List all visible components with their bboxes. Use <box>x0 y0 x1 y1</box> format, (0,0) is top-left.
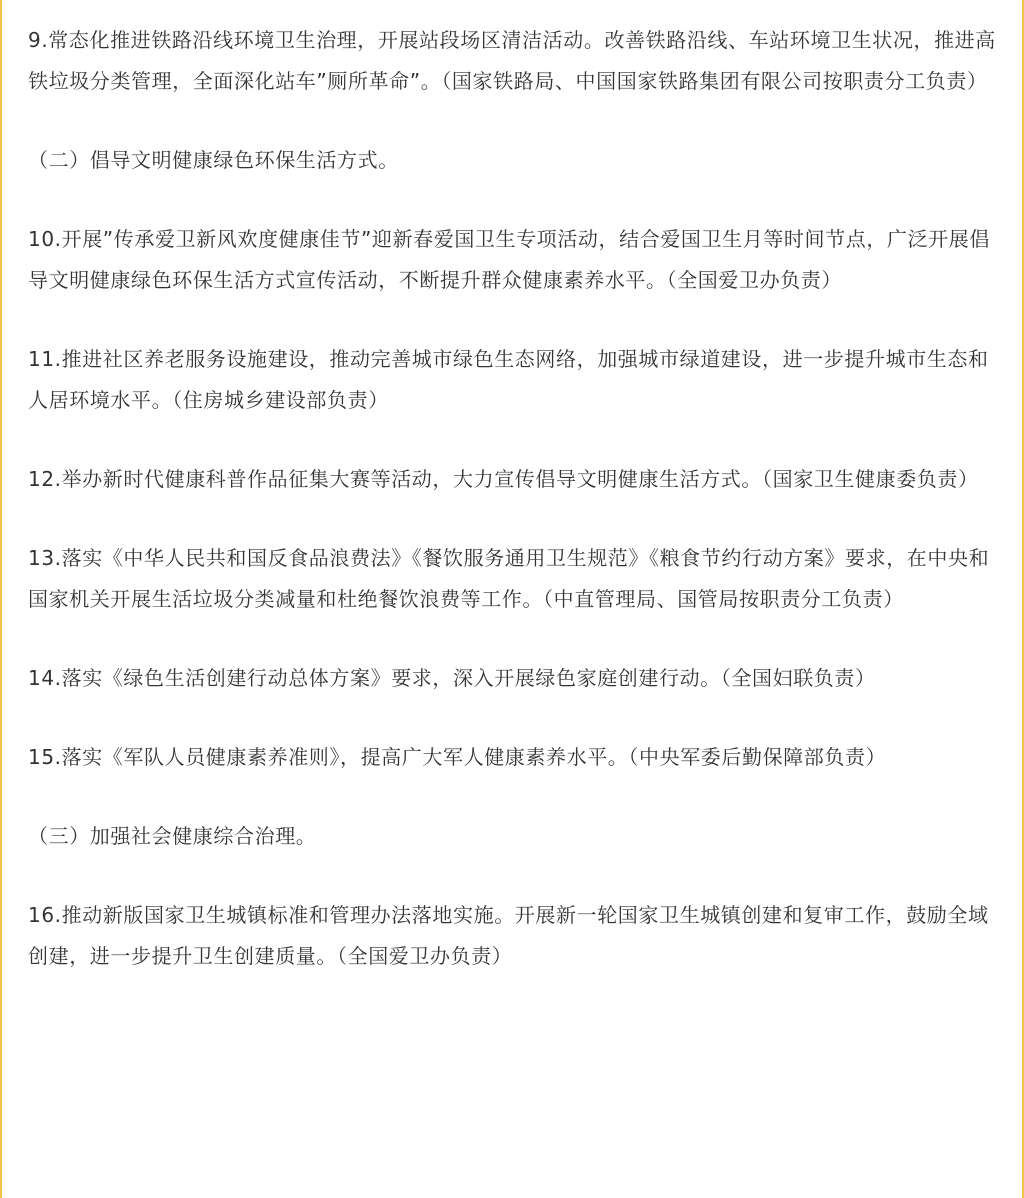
paragraph-item-13: 13.落实《中华人民共和国反食品浪费法》《餐饮服务通用卫生规范》《粮食节约行动方案》要求，在中央和国家机关开展生活垃圾分类减量和杜绝餐饮浪费等工作。（中直管理局、国管局按职责分工负责） <box>28 546 990 611</box>
paragraph-item-11: 11.推进社区养老服务设施建设，推动完善城市绿色生态网络，加强城市绿道建设，进一步提升城市生态和人居环境水平。（住房城乡建设部负责） <box>28 347 989 412</box>
paragraph-item-12: 12.举办新时代健康科普作品征集大赛等活动，大力宣传倡导文明健康生活方式。（国家卫生健康委负责） <box>28 467 979 491</box>
article-body <box>28 20 998 977</box>
paragraph-item-16: 16.推动新版国家卫生城镇标准和管理办法落地实施。开展新一轮国家卫生城镇创建和复审工作，鼓励全域创建，进一步提升卫生创建质量。（全国爱卫办负责） <box>28 903 989 968</box>
paragraph-item-10: 10.开展”传承爱卫新风欢度健康佳节”迎新春爱国卫生专项活动，结合爱国卫生月等时间节点，广泛开展倡导文明健康绿色环保生活方式宣传活动，不断提升群众健康素养水平。（全国爱卫办负责） <box>28 227 990 292</box>
section-heading-3: （三）加强社会健康综合治理。 <box>28 824 317 848</box>
paragraph-item-9: 9.常态化推进铁路沿线环境卫生治理，开展站段场区清洁活动。改善铁路沿线、车站环境卫生状况，推进高铁垃圾分类管理，全面深化站车”厕所革命”。（国家铁路局、中国国家铁路集团有限公司按职责分工负责） <box>28 28 996 93</box>
paragraph-item-15: 15.落实《军队人员健康素养准则》，提高广大军人健康素养水平。（中央军委后勤保障部负责） <box>28 745 887 769</box>
paragraph-item-14: 14.落实《绿色生活创建行动总体方案》要求，深入开展绿色家庭创建行动。（全国妇联负责） <box>28 666 876 690</box>
section-heading-2: （二）倡导文明健康绿色环保生活方式。 <box>28 148 399 172</box>
